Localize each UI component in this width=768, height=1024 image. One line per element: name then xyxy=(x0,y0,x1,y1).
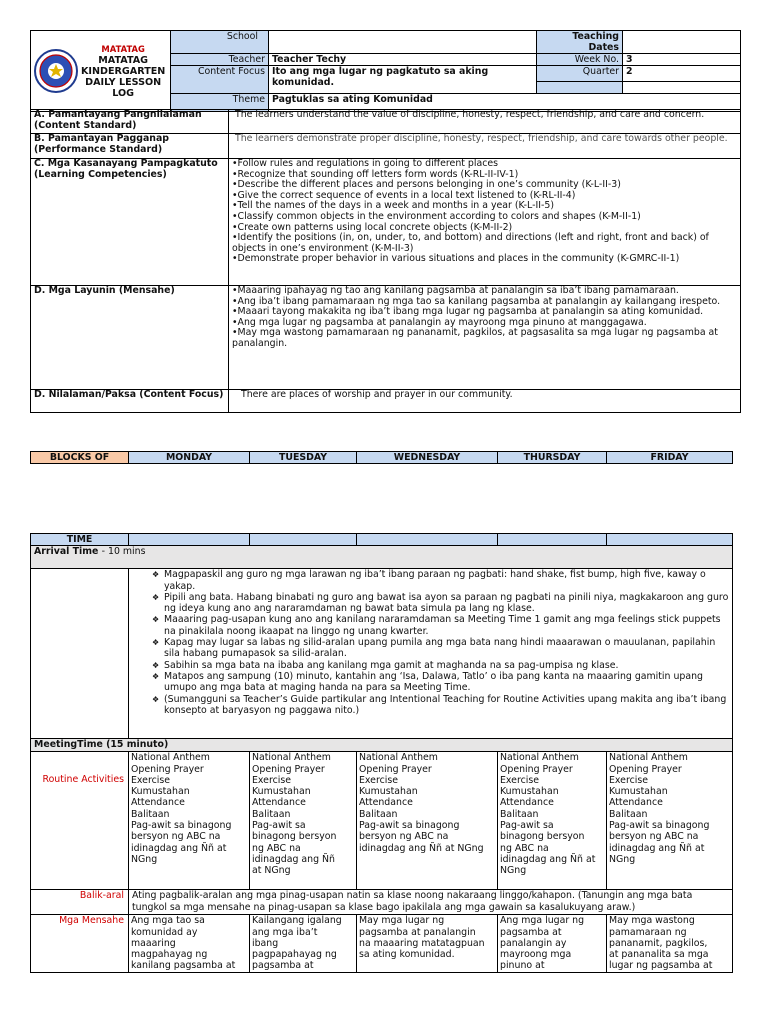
routine-thursday: National Anthem Opening Prayer Exercise Kumustahan Attendance Balitaan Pag-awit sa binagong bersyon ng ABC na idinagdag ang Ññ at NGng xyxy=(498,752,607,890)
list-item: • Describe the different places and persons belonging in one’s community (K-L-II-3) xyxy=(232,180,737,191)
week-label: Week No. xyxy=(537,54,623,66)
arrival-time-duration: - 10 mins xyxy=(101,546,146,558)
list-item: • Maaaring ipahayag ng tao ang kanilang pagsamba at panalangin sa iba’t ibang pamamaraan. xyxy=(232,286,737,297)
deped-seal-icon xyxy=(33,48,79,94)
logo-line: LOG xyxy=(112,87,135,99)
theme-value[interactable]: Pagtuklas sa ating Komunidad xyxy=(269,94,741,112)
list-item: • Demonstrate proper behavior in various situations and places in the community (K-GMRC-II-1) xyxy=(232,254,737,265)
teaching-dates-label: Teaching Dates xyxy=(537,31,623,54)
objectives-list xyxy=(232,286,737,350)
performance-standard-text: The learners demonstrate proper discipline, honesty, respect, friendship, and care towards other people. xyxy=(229,134,741,159)
content-standard-text: The learners understand the value of discipline, honesty, respect, friendship, and care and concern. xyxy=(229,110,741,134)
arrival-activities-list xyxy=(132,569,729,716)
list-item: • Follow rules and regulations in going to different places xyxy=(232,159,737,170)
school-label: School xyxy=(171,31,269,54)
meeting-time-header: MeetingTime (15 minuto) xyxy=(31,739,733,752)
teaching-dates-value[interactable] xyxy=(623,31,741,54)
header-table xyxy=(30,30,741,112)
arrival-activities-cell xyxy=(129,569,733,739)
content-focus-label: Content Focus xyxy=(171,66,269,94)
list-item: ❖ Pipili ang bata. Habang binabati ng guro ang bawat isa ayon sa paraan ng pagbati na pinili niya, magkakaroon ang guro ng ideya kung ano ang nararamdaman ng bawat bata simula pa lang ng klase. xyxy=(152,592,729,615)
arrival-time-label: Arrival Time xyxy=(34,546,99,558)
logo-line: DAILY LESSON xyxy=(85,76,162,88)
school-logo-text xyxy=(81,44,165,99)
week-value[interactable]: 3 xyxy=(623,54,741,66)
mensahe-friday: May mga wastong pamamaraan ng pananamit, pagkilos, at pananalita sa mga lugar ng pagsamba at xyxy=(607,915,733,973)
content-focus-subject-label: D. Nilalaman/Paksa (Content Focus) xyxy=(31,390,229,413)
logo-line: MATATAG xyxy=(98,54,149,66)
tuesday-header: TUESDAY xyxy=(250,452,357,464)
arrival-time-header xyxy=(31,546,733,569)
objectives-list-cell xyxy=(229,286,741,390)
teacher-value[interactable]: Teacher Techy xyxy=(269,54,537,66)
routine-monday: National Anthem Opening Prayer Exercise Kumustahan Attendance Balitaan Pag-awit sa binagong bersyon ng ABC na idinagdag ang Ññ at NGng xyxy=(129,752,250,890)
mensahe-wednesday: May mga lugar ng pagsamba at panalangin na maaaring matatagpuan sa ating komunidad. xyxy=(357,915,498,973)
objectives-label: D. Mga Layunin (Mensahe) xyxy=(31,286,229,390)
matatag-wordmark: MATATAG xyxy=(101,43,145,54)
logo-cell xyxy=(31,31,171,112)
standards-table xyxy=(30,109,741,413)
routine-tuesday: National Anthem Opening Prayer Exercise Kumustahan Attendance Balitaan Pag-awit sa binagong bersyon ng ABC na idinagdag ang Ññ at NGng xyxy=(250,752,357,890)
theme-label: Theme xyxy=(171,94,269,112)
schedule-table xyxy=(30,533,733,973)
list-item: • Maaari tayong makakita ng iba’t ibang mga lugar ng pagsamba at panalangin sa ating komunidad. xyxy=(232,307,737,318)
list-item: • Recognize that sounding off letters form words (K-RL-II-IV-1) xyxy=(232,170,737,181)
blocks-of-header: BLOCKS OF xyxy=(31,452,129,464)
blocks-header-table xyxy=(30,451,733,464)
time-header: TIME xyxy=(31,534,129,546)
list-item: • Give the correct sequence of events in a local text listened to (K-RL-II-4) xyxy=(232,191,737,202)
balik-aral-label: Balik-aral xyxy=(31,890,129,915)
competencies-list-cell xyxy=(229,159,741,286)
competencies-list xyxy=(232,159,737,265)
quarter-label: Quarter xyxy=(537,66,623,82)
teacher-label: Teacher xyxy=(171,54,269,66)
routine-friday: National Anthem Opening Prayer Exercise Kumustahan Attendance Balitaan Pag-awit sa binagong bersyon ng ABC na idinagdag ang Ññ at NGng xyxy=(607,752,733,890)
monday-header: MONDAY xyxy=(129,452,250,464)
list-item: • May mga wastong pamamaraan ng pananamit, pagkilos, at pagsasalita sa mga lugar ng pagsamba at panalangin. xyxy=(232,328,737,349)
content-standard-label: A. Pamantayang Pangnilalaman (Content Standard) xyxy=(31,110,229,134)
list-item: • Ang mga lugar ng pagsamba at panalangin ay mayroong mga pinuno at manggagawa. xyxy=(232,318,737,329)
list-item: ❖ (Sumangguni sa Teacher’s Guide partikular ang Intentional Teaching for Routine Activities upang makita ang iba’t ibang konsepto at baryasyon ng paggawa nito.) xyxy=(152,694,729,717)
list-item: ❖ Maaaring pag-usapan kung ano ang kanilang nararamdaman sa Meeting Time 1 gamit ang mga feelings stick puppets na pinakilala noong ikaapat na linggo ng unang kwarter. xyxy=(152,614,729,637)
arrival-time-empty-cell xyxy=(31,569,129,739)
performance-standard-label: B. Pamantayan Pagganap (Performance Standard) xyxy=(31,134,229,159)
friday-header: FRIDAY xyxy=(607,452,733,464)
mensahe-monday: Ang mga tao sa komunidad ay maaaring magpahayag ng kanilang pagsamba at xyxy=(129,915,250,973)
thursday-header: THURSDAY xyxy=(498,452,607,464)
list-item: ❖ Sabihin sa mga bata na ibaba ang kanilang mga gamit at maghanda na sa pag-umpisa ng klase. xyxy=(152,660,729,671)
content-focus-value[interactable]: Ito ang mga lugar ng pagkatuto sa aking komunidad. xyxy=(269,66,537,94)
logo-line: KINDERGARTEN xyxy=(81,65,166,77)
content-focus-subject-text: There are places of worship and prayer in our community. xyxy=(229,390,741,413)
routine-activities-label: Routine Activities xyxy=(31,752,129,890)
routine-wednesday: National Anthem Opening Prayer Exercise Kumustahan Attendance Balitaan Pag-awit sa binagong bersyon ng ABC na idinagdag ang Ññ at NGng xyxy=(357,752,498,890)
list-item: • Identify the positions (in, on, under, to, and bottom) and directions (left and right, front and back) of objects in one’s environment (K-M-II-3) xyxy=(232,233,737,254)
list-item: ❖ Matapos ang sampung (10) minuto, kantahin ang ‘Isa, Dalawa, Tatlo’ o iba pang kanta na maaaring gamitin upang umupo ang mga bata at maging handa na para sa Meeting Time. xyxy=(152,671,729,694)
list-item: • Create own patterns using local concrete objects (K-M-II-2) xyxy=(232,223,737,234)
competencies-label: C. Mga Kasanayang Pampagkatuto (Learning Competencies) xyxy=(31,159,229,286)
list-item: • Classify common objects in the environment according to colors and shapes (K-M-II-1) xyxy=(232,212,737,223)
balik-aral-text: Ating pagbalik-aralan ang mga pinag-usapan natin sa klase noong nakaraang linggo/kahapon. (Tanungin ang mga bata tungkol sa mga mensahe na pinag-usapan sa klase bago ipakilala ang mga gawain sa kasalukuyang araw.) xyxy=(129,890,733,915)
list-item: ❖ Magpapaskil ang guro ng mga larawan ng iba’t ibang paraan ng pagbati: hand shake, fist bump, high five, kaway o yakap. xyxy=(152,569,729,592)
school-value[interactable] xyxy=(269,31,537,54)
quarter-value[interactable]: 2 xyxy=(623,66,741,82)
list-item: ❖ Kapag may lugar sa labas ng silid-aralan upang pumila ang mga bata nang hindi maaarawan o mauulanan, papilahin sila habang pumapasok sa silid-aralan. xyxy=(152,637,729,660)
list-item: • Tell the names of the days in a week and months in a year (K-L-II-5) xyxy=(232,201,737,212)
mensahe-tuesday: Kailangang igalang ang mga iba’t ibang pagpapahayag ng pagsamba at xyxy=(250,915,357,973)
wednesday-header: WEDNESDAY xyxy=(357,452,498,464)
list-item: • Ang iba’t ibang pamamaraan ng mga tao sa kanilang pagsamba at panalangin ay kailangang irespeto. xyxy=(232,297,737,308)
mensahe-thursday: Ang mga lugar ng pagsamba at panalangin ay mayroong mga pinuno at xyxy=(498,915,607,973)
mga-mensahe-label: Mga Mensahe xyxy=(31,915,129,973)
